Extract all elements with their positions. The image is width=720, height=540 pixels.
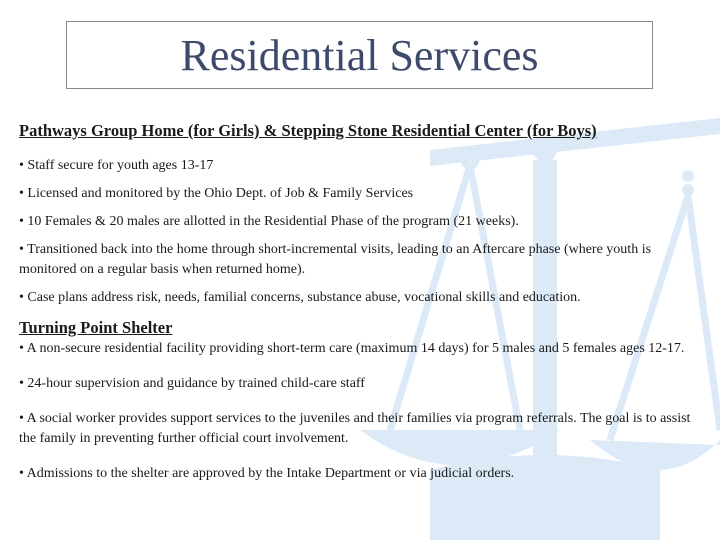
- section-heading-residential: Pathways Group Home (for Girls) & Stepping Stone Residential Center (for Boys): [19, 121, 597, 140]
- section-heading-shelter: Turning Point Shelter: [19, 318, 173, 337]
- bullet-item: • Licensed and monitored by the Ohio Dept. of Job & Family Services: [19, 186, 414, 201]
- content-body: [19, 120, 709, 484]
- title-box: [66, 21, 653, 89]
- bullet-item: • A non-secure residential facility providing short-term care (maximum 14 days) for 5 males and 5 females ages 12-17.: [19, 341, 685, 356]
- page-title: Residential Services: [180, 30, 539, 80]
- bullet-item: • 10 Females & 20 males are allotted in the Residential Phase of the program (21 weeks).: [19, 214, 519, 229]
- bullet-item: • Case plans address risk, needs, familial concerns, substance abuse, vocational skills and education.: [19, 290, 581, 305]
- bullet-item: • Staff secure for youth ages 13-17: [19, 158, 214, 173]
- bullet-item: • Transitioned back into the home through short-incremental visits, leading to an Aftercare phase (where youth is monitored on a regular basis when returned home).: [19, 242, 652, 277]
- bullet-item: • 24-hour supervision and guidance by trained child-care staff: [19, 376, 365, 391]
- bullet-item: • A social worker provides support services to the juveniles and their families via program referrals. The goal is to assist the family in preventing further official court involvement.: [19, 411, 691, 446]
- bullet-item: • Admissions to the shelter are approved by the Intake Department or via judicial orders.: [19, 466, 515, 481]
